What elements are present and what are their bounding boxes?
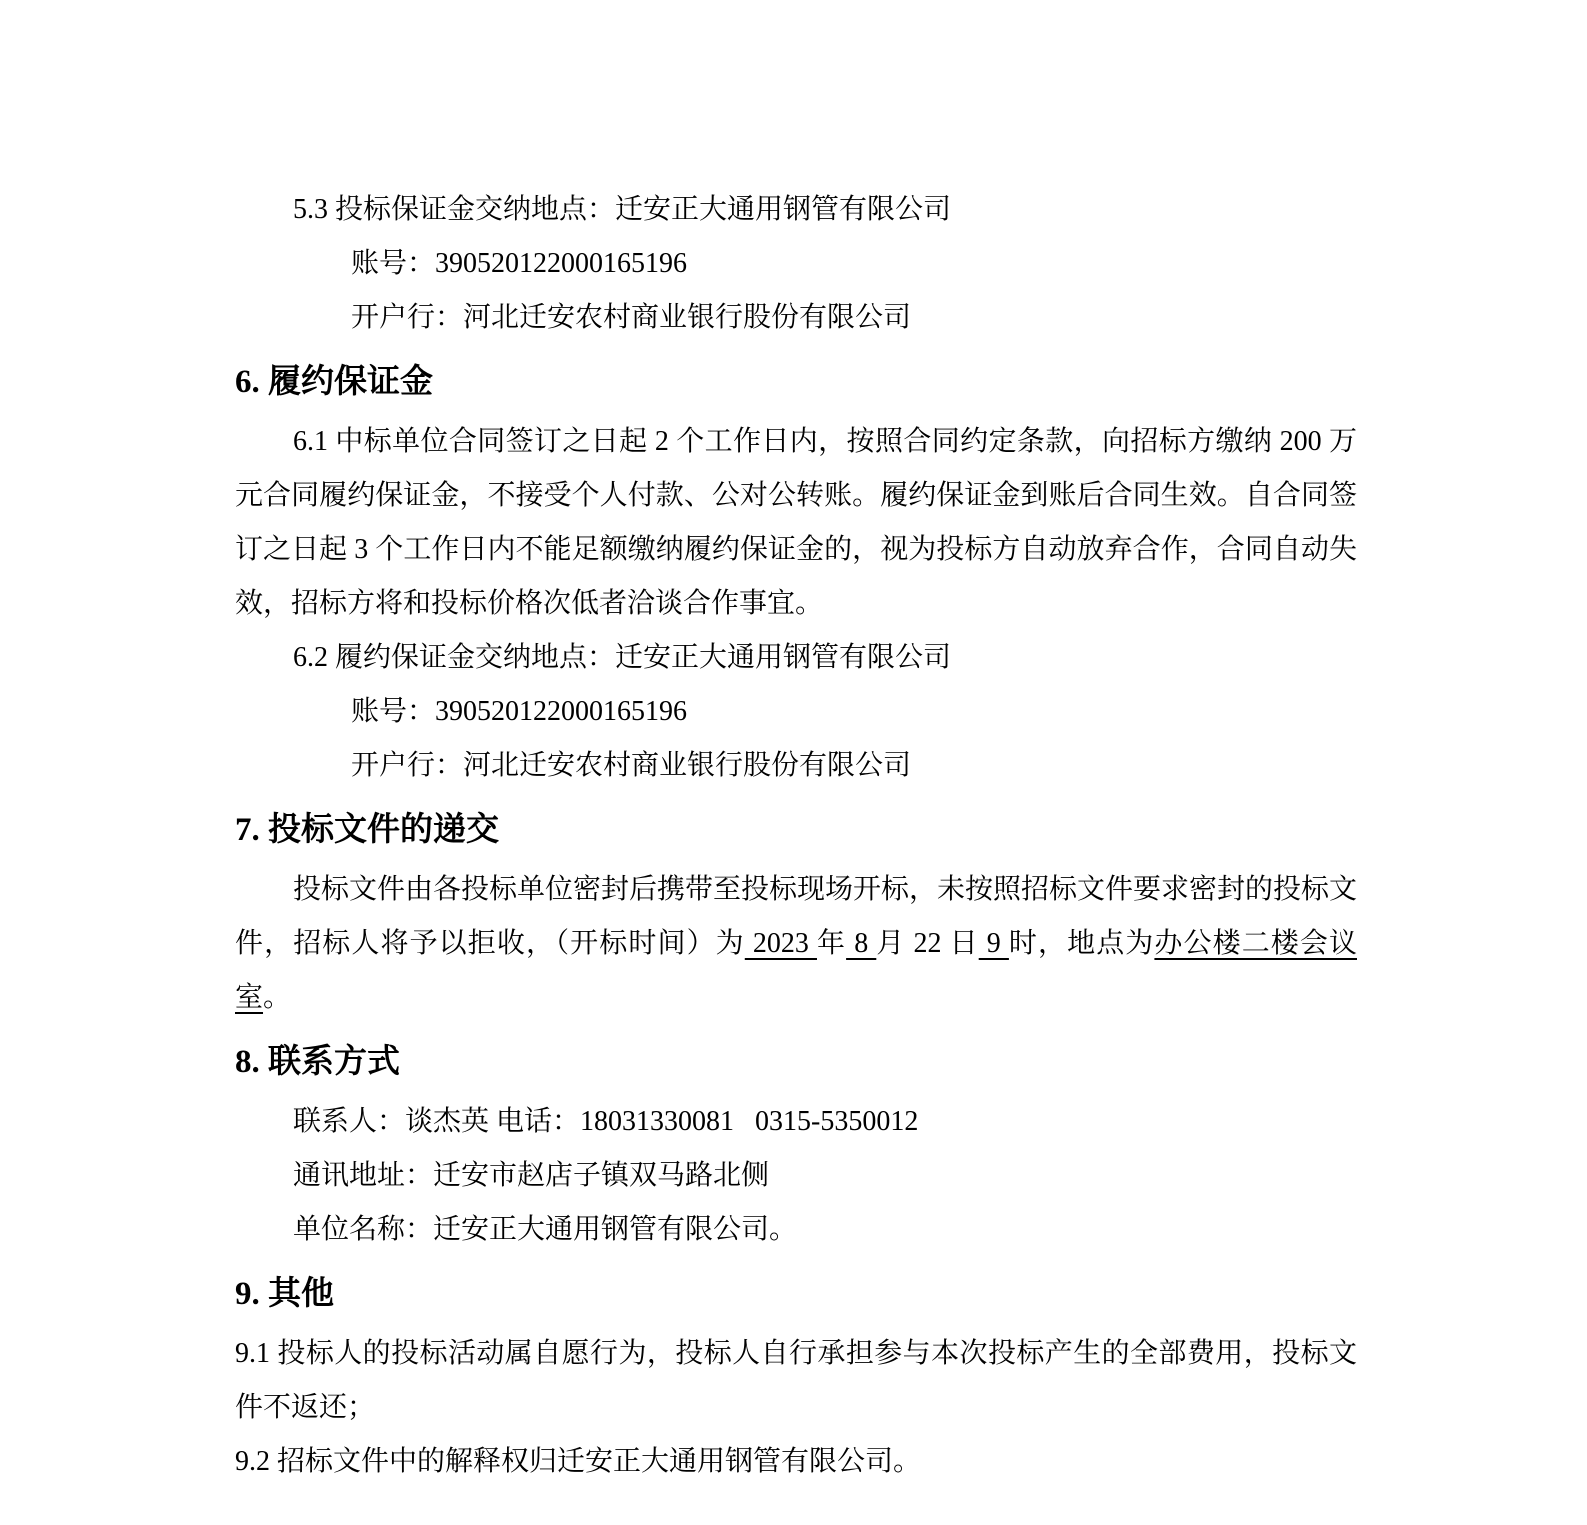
line-contact-person-phone: 联系人：谈杰英 电话：18031330081 0315-5350012	[293, 1106, 919, 1137]
open-date-year-underlined: 2023	[744, 928, 817, 959]
line-5-account-number: 账号：390520122000165196	[351, 248, 688, 279]
document-content	[235, 183, 1357, 1489]
para-7-segment-3: 月 22 日	[876, 928, 979, 959]
line-company-name: 单位名称：迁安正大通用钢管有限公司。	[293, 1214, 798, 1245]
para-9-2-interpretation-rights: 9.2 招标文件中的解释权归迁安正大通用钢管有限公司。	[235, 1446, 922, 1477]
para-7-segment-1: 投标文件由各投标单位密封后携带至投标现场开标，未按照招标文件要求密封的投标文件，招标人将予以拒收，（开标时间）为	[235, 874, 1358, 959]
line-6-2-bond-location: 6.2 履约保证金交纳地点：迁安正大通用钢管有限公司	[293, 642, 952, 673]
para-7-segment-2: 年	[816, 928, 847, 959]
para-6-1-performance-bond-terms: 6.1 中标单位合同签订之日起 2 个工作日内，按照合同约定条款，向招标方缴纳 200 万元合同履约保证金，不接受个人付款、公对公转账。履约保证金到账后合同生效。自合同签订之日起 3 个工作日内不能足额缴纳履约保证金的，视为投标方自动放弃合作，合同自动失效，招标方将和投标价格次低者洽谈合作事宜。	[235, 426, 1357, 619]
line-5-bank-name: 开户行：河北迁安农村商业银行股份有限公司	[351, 302, 912, 333]
heading-section-6-performance-bond: 6. 履约保证金	[235, 364, 433, 400]
line-6-bank-name: 开户行：河北迁安农村商业银行股份有限公司	[351, 750, 912, 781]
para-7-segment-4: 时，地点为	[1008, 928, 1155, 959]
para-7-segment-5: 。	[263, 982, 292, 1013]
open-date-month-underlined: 8	[846, 928, 877, 959]
line-6-account-number: 账号：390520122000165196	[351, 696, 688, 727]
para-9-1-voluntary-bidding: 9.1 投标人的投标活动属自愿行为，投标人自行承担参与本次投标产生的全部费用，投标文件不返还；	[235, 1338, 1357, 1423]
line-mailing-address: 通讯地址：迁安市赵店子镇双马路北侧	[293, 1160, 770, 1191]
open-location-underlined: 办公楼二楼会议室	[235, 928, 1357, 1013]
heading-section-7-bid-submission: 7. 投标文件的递交	[235, 812, 499, 848]
heading-section-8-contact-info: 8. 联系方式	[235, 1044, 400, 1080]
para-7-bid-submission	[235, 863, 1357, 1025]
line-5-3-deposit-location: 5.3 投标保证金交纳地点：迁安正大通用钢管有限公司	[293, 194, 952, 225]
open-time-hour-underlined: 9	[978, 928, 1009, 959]
heading-section-9-others: 9. 其他	[235, 1276, 334, 1312]
